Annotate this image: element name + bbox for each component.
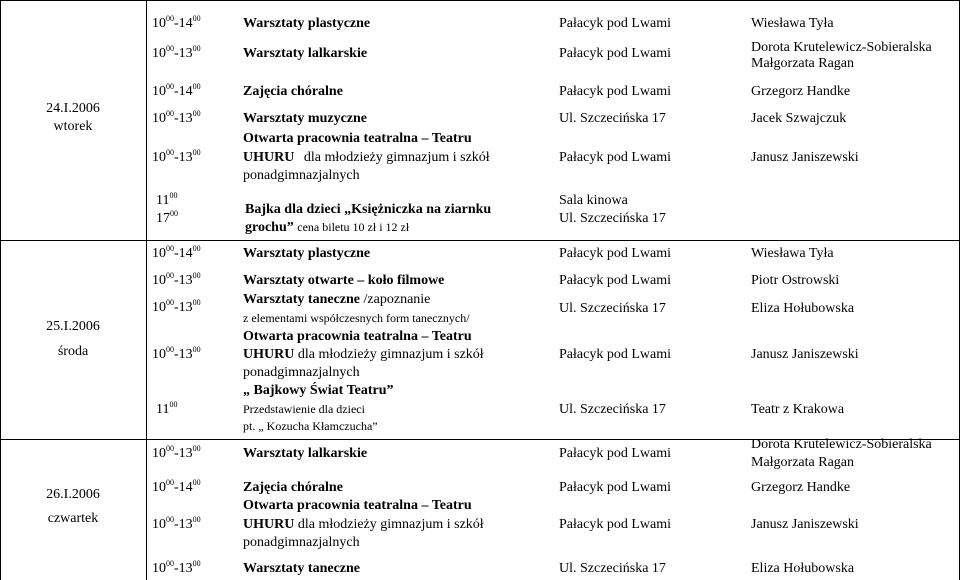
event-place: Sala kinowa <box>559 193 628 208</box>
table-top-border <box>0 0 960 1</box>
event-leader: Jacek Szwajczuk <box>751 111 847 126</box>
event-title-line: grochu” cena biletu 10 zł i 12 zł <box>245 220 410 235</box>
event-leader: Małgorzata Ragan <box>751 455 855 470</box>
day-label-thursday <box>0 486 146 528</box>
time-range: $10^{00}-13^{00}$ <box>152 109 201 126</box>
event-place: Pałacyk pod Lwami <box>559 46 671 61</box>
event-place: Pałacyk pod Lwami <box>559 273 671 288</box>
event-place: Pałacyk pod Lwami <box>559 16 671 31</box>
event-title: Warsztaty otwarte – koło filmowe <box>243 273 445 288</box>
time-start: $17^{00}$ <box>156 209 178 226</box>
event-leader: Eliza Hołubowska <box>751 561 855 576</box>
event-title: Otwarta pracownia teatralna – Teatru <box>243 131 472 146</box>
event-title: Bajka dla dzieci „Księżniczka na ziarnku <box>245 202 492 217</box>
time-range: $10^{00}-14^{00}$ <box>152 14 201 31</box>
event-title: „ Bajkowy Świat Teatru” <box>243 383 394 398</box>
event-place: Pałacyk pod Lwami <box>559 150 671 165</box>
time-start: $11^{00}$ <box>156 400 178 417</box>
event-title: Warsztaty lalkarskie <box>243 46 368 61</box>
event-place: Pałacyk pod Lwami <box>559 446 671 461</box>
time-range: $10^{00}-13^{00}$ <box>152 345 201 362</box>
event-place: Pałacyk pod Lwami <box>559 480 671 495</box>
event-place: Ul. Szczecińska 17 <box>559 561 666 576</box>
time-start: $11^{00}$ <box>156 191 178 208</box>
event-title-line: UHURU dla młodzieży gimnazjum i szkół <box>243 517 484 532</box>
event-leader: Piotr Ostrowski <box>751 273 840 288</box>
event-leader: Janusz Janiszewski <box>751 150 859 165</box>
event-leader: Teatr z Krakowa <box>751 402 845 417</box>
time-range: $10^{00}-14^{00}$ <box>152 82 201 99</box>
event-title: Warsztaty muzyczne <box>243 111 368 126</box>
event-title: Otwarta pracownia teatralna – Teatru <box>243 329 472 344</box>
event-place: Ul. Szczecińska 17 <box>559 211 666 226</box>
event-leader: Grzegorz Handke <box>751 480 851 495</box>
event-leader: Wiesława Tyła <box>751 16 834 31</box>
time-range: $10^{00}-14^{00}$ <box>152 478 201 495</box>
time-range: $10^{00}-13^{00}$ <box>152 515 201 532</box>
event-leader: Dorota Krutelewicz-Sobieralska <box>751 437 932 452</box>
event-title-line: Przedstawienie dla dzieci <box>243 402 365 416</box>
event-title-line: ponadgimnazjalnych <box>243 168 360 183</box>
day-date: 26.I.2006 <box>46 487 100 502</box>
event-title: Warsztaty lalkarskie <box>243 446 368 461</box>
day-label-tuesday <box>0 100 146 136</box>
event-title-line: z elementami współczesnych form tanecznych/ <box>243 311 470 325</box>
event-title-line: UHURU dla młodzieży gimnazjum i szkół <box>243 347 484 362</box>
event-leader: Eliza Hołubowska <box>751 301 855 316</box>
event-title-line: pt. „ Kozucha Kłamczucha” <box>243 419 378 433</box>
event-place: Ul. Szczecińska 17 <box>559 301 666 316</box>
event-title: Warsztaty taneczne <box>243 561 361 576</box>
day-name: czwartek <box>47 511 99 526</box>
event-title-line: UHURU dla młodzieży gimnazjum i szkół <box>243 150 490 165</box>
day-name: środa <box>57 344 89 359</box>
event-leader: Małgorzata Ragan <box>751 56 855 71</box>
day-date: 25.I.2006 <box>46 319 100 334</box>
time-range: $10^{00}-13^{00}$ <box>152 44 201 61</box>
event-leader: Dorota Krutelewicz-Sobieralska <box>751 40 932 55</box>
day-separator <box>0 240 960 241</box>
time-range: $10^{00}-13^{00}$ <box>152 298 201 315</box>
event-title-line: ponadgimnazjalnych <box>243 365 360 380</box>
event-title: Zajęcia chóralne <box>243 84 343 99</box>
day-date: 24.I.2006 <box>46 101 100 116</box>
event-title: Zajęcia chóralne <box>243 480 343 495</box>
time-range: $10^{00}-13^{00}$ <box>152 559 201 576</box>
time-range: $10^{00}-13^{00}$ <box>152 271 201 288</box>
event-title-line: ponadgimnazjalnych <box>243 535 360 550</box>
time-range: $10^{00}-13^{00}$ <box>152 148 201 165</box>
event-leader: Janusz Janiszewski <box>751 517 859 532</box>
event-title: Otwarta pracownia teatralna – Teatru <box>243 498 472 513</box>
day-column-divider <box>146 0 147 580</box>
day-name: wtorek <box>53 119 93 134</box>
event-title: Warsztaty plastyczne <box>243 16 371 31</box>
day-label-wednesday <box>0 318 146 361</box>
event-place: Ul. Szczecińska 17 <box>559 111 666 126</box>
time-range: $10^{00}-14^{00}$ <box>152 244 201 261</box>
event-place: Pałacyk pod Lwami <box>559 517 671 532</box>
event-title: Warsztaty taneczne /zapoznanie <box>243 292 431 307</box>
event-place: Pałacyk pod Lwami <box>559 84 671 99</box>
event-leader: Janusz Janiszewski <box>751 347 859 362</box>
event-place: Pałacyk pod Lwami <box>559 246 671 261</box>
event-place: Pałacyk pod Lwami <box>559 347 671 362</box>
event-leader: Grzegorz Handke <box>751 84 851 99</box>
event-title: Warsztaty plastyczne <box>243 246 371 261</box>
event-place: Ul. Szczecińska 17 <box>559 402 666 417</box>
time-range: $10^{00}-13^{00}$ <box>152 444 201 461</box>
event-leader: Wiesława Tyła <box>751 246 834 261</box>
